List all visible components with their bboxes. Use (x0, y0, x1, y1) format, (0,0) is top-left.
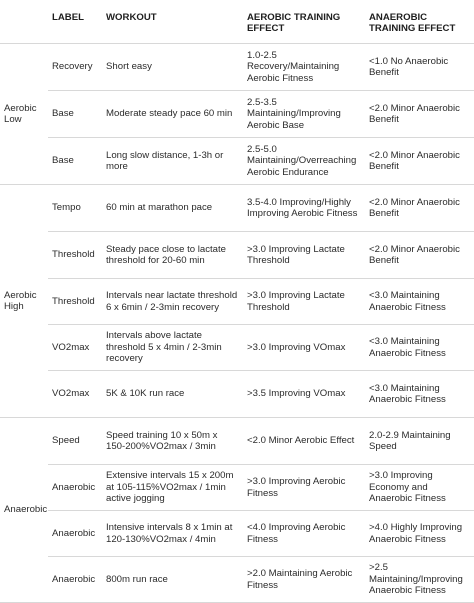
table-row (0, 232, 474, 279)
aerobic-effect-cell: >3.0 Improving Aerobic Fitness (243, 465, 365, 511)
label-cell: VO2max (48, 371, 102, 418)
workout-cell: 5K & 10K run race (102, 371, 243, 418)
group-anaerobic (0, 418, 48, 603)
workout-cell: 60 min at marathon pace (102, 185, 243, 232)
workout-cell: Intensive intervals 8 x 1min at 120-130%VO2max / 4min (102, 511, 243, 557)
workout-cell: 800m run race (102, 557, 243, 603)
header-aerobic-effect: AEROBIC TRAINING EFFECT (243, 0, 365, 44)
header-group (0, 0, 48, 44)
group-label: Aerobic High (4, 289, 37, 312)
group-label: Anaerobic (4, 504, 48, 516)
group-aerobic-low (0, 44, 48, 185)
aerobic-effect-cell: >3.0 Improving VOmax (243, 325, 365, 371)
table-row (0, 557, 474, 603)
label-cell: Threshold (48, 279, 102, 325)
table-row (0, 185, 474, 232)
aerobic-effect-cell: 2.5-5.0 Maintaining/Overreaching Aerobic Endurance (243, 138, 365, 185)
workout-cell: Extensive intervals 15 x 200m at 105-115%VO2max / 1min active jogging (102, 465, 243, 511)
group-aerobic-high (0, 185, 48, 418)
aerobic-effect-cell: 1.0-2.5 Recovery/Maintaining Aerobic Fitness (243, 44, 365, 91)
workout-cell: Long slow distance, 1-3h or more (102, 138, 243, 185)
table-row (0, 465, 474, 511)
table-row (0, 325, 474, 371)
anaerobic-effect-cell: <2.0 Minor Anaerobic Benefit (365, 91, 474, 138)
aerobic-effect-cell: >2.0 Maintaining Aerobic Fitness (243, 557, 365, 603)
label-cell: Recovery (48, 44, 102, 91)
workout-cell: Speed training 10 x 50m x 150-200%VO2max / 3min (102, 418, 243, 465)
group-label: Aerobic Low (4, 102, 37, 125)
anaerobic-effect-cell: <3.0 Maintaining Anaerobic Fitness (365, 371, 474, 418)
anaerobic-effect-cell: <3.0 Maintaining Anaerobic Fitness (365, 279, 474, 325)
aerobic-effect-cell: >3.5 Improving VOmax (243, 371, 365, 418)
workout-cell: Moderate steady pace 60 min (102, 91, 243, 138)
workout-cell: Intervals near lactate threshold 6 x 6min / 2-3min recovery (102, 279, 243, 325)
table-row (0, 138, 474, 185)
anaerobic-effect-cell: <2.0 Minor Anaerobic Benefit (365, 138, 474, 185)
workout-cell: Intervals above lactate threshold 5 x 4min / 2-3min recovery (102, 325, 243, 371)
workout-cell: Steady pace close to lactate threshold for 20-60 min (102, 232, 243, 279)
aerobic-effect-cell: >3.0 Improving Lactate Threshold (243, 279, 365, 325)
label-cell: Tempo (48, 185, 102, 232)
label-cell: VO2max (48, 325, 102, 371)
header-workout: WORKOUT (102, 0, 243, 44)
anaerobic-effect-cell: <2.0 Minor Anaerobic Benefit (365, 185, 474, 232)
label-cell: Base (48, 91, 102, 138)
anaerobic-effect-cell: >2.5 Maintaining/Improving Anaerobic Fitness (365, 557, 474, 603)
table-row (0, 91, 474, 138)
label-cell: Speed (48, 418, 102, 465)
anaerobic-effect-cell: <2.0 Minor Anaerobic Benefit (365, 232, 474, 279)
label-cell: Threshold (48, 232, 102, 279)
anaerobic-effect-cell: <3.0 Maintaining Anaerobic Fitness (365, 325, 474, 371)
table-row (0, 418, 474, 465)
label-cell: Anaerobic (48, 557, 102, 603)
anaerobic-effect-cell: 2.0-2.9 Maintaining Speed (365, 418, 474, 465)
label-cell: Base (48, 138, 102, 185)
aerobic-effect-cell: <2.0 Minor Aerobic Effect (243, 418, 365, 465)
table-row (0, 279, 474, 325)
anaerobic-effect-cell: <1.0 No Anaerobic Benefit (365, 44, 474, 91)
workout-cell: Short easy (102, 44, 243, 91)
aerobic-effect-cell: 2.5-3.5 Maintaining/Improving Aerobic Base (243, 91, 365, 138)
header-row (0, 0, 474, 44)
header-anaerobic-effect: ANAEROBIC TRAINING EFFECT (365, 0, 474, 44)
label-cell: Anaerobic (48, 465, 102, 511)
label-cell: Anaerobic (48, 511, 102, 557)
table-row (0, 511, 474, 557)
aerobic-effect-cell: <4.0 Improving Aerobic Fitness (243, 511, 365, 557)
aerobic-effect-cell: 3.5-4.0 Improving/Highly Improving Aerobic Fitness (243, 185, 365, 232)
table-row (0, 44, 474, 91)
table-row (0, 371, 474, 418)
header-label: LABEL (48, 0, 102, 44)
aerobic-effect-cell: >3.0 Improving Lactate Threshold (243, 232, 365, 279)
anaerobic-effect-cell: >3.0 Improving Economy and Anaerobic Fitness (365, 465, 474, 511)
anaerobic-effect-cell: >4.0 Highly Improving Anaerobic Fitness (365, 511, 474, 557)
